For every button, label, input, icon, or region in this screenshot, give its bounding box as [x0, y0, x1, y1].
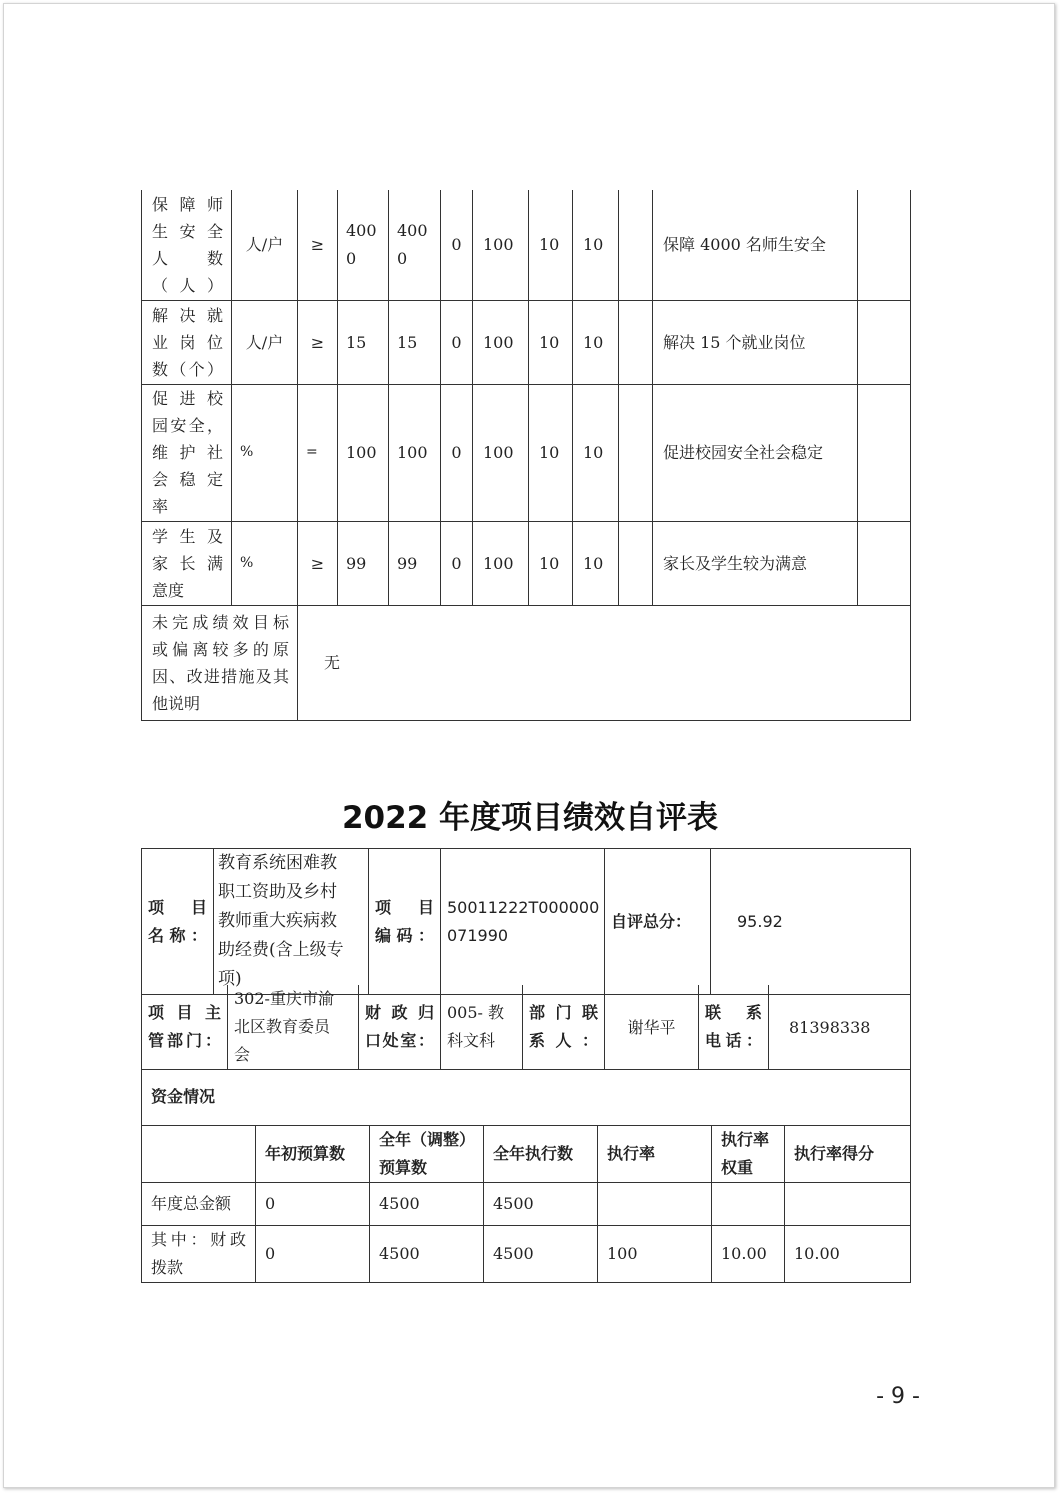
indicator-actual: 15 — [389, 300, 441, 384]
indicator-target: 15 — [338, 300, 389, 384]
unfinished-label-line: 或偏离较多的原 — [152, 639, 289, 659]
project-name-value-line: 项) — [218, 969, 242, 989]
indicator-deviation: 0 — [441, 190, 473, 300]
indicator-reason — [619, 190, 653, 300]
indicator-target: 100 — [338, 384, 389, 521]
indicator-actual — [389, 190, 441, 300]
funds-header-line: 全年（调整） — [379, 1129, 476, 1149]
funds-adjusted: 4500 — [370, 1182, 484, 1225]
dept-value-line: 302-重庆市渝 — [234, 989, 334, 1008]
funds-score: 10.00 — [785, 1225, 911, 1282]
indicator-deviation: 0 — [441, 300, 473, 384]
dept-value-line: 会 — [234, 1045, 251, 1064]
funds-header-line: 权重 — [721, 1157, 754, 1177]
indicator-target — [338, 190, 389, 300]
indicator-note — [858, 521, 911, 605]
indicator-completion-rate: 100 — [473, 521, 529, 605]
dept-label-line: 项目主 — [148, 1003, 221, 1022]
indicator-unit: 人/户 — [232, 190, 298, 300]
indicator-name-line: 学生及 — [152, 526, 223, 546]
indicator-unit: % — [232, 384, 298, 521]
table-row — [142, 1125, 911, 1182]
table-row — [142, 190, 911, 300]
project-name-value-line: 教育系统困难教 — [218, 853, 337, 873]
indicator-weight: 10 — [529, 384, 573, 521]
funds-weight: 10.00 — [712, 1225, 785, 1282]
department-info-table — [141, 985, 911, 1070]
project-code-label-line: 项 目 — [375, 897, 434, 917]
indicator-name-line: 保障师 — [152, 194, 223, 214]
unfinished-value: 无 — [298, 605, 911, 720]
indicator-operator: ≥ — [298, 521, 338, 605]
indicator-score: 10 — [573, 190, 619, 300]
table-row — [142, 1069, 911, 1125]
indicator-target: 99 — [338, 521, 389, 605]
dept-label — [142, 985, 228, 1070]
funds-table — [141, 1069, 911, 1283]
indicator-name — [142, 521, 232, 605]
funds-header-cell — [142, 1125, 256, 1182]
finance-office-value-line: 005- 教 — [447, 1003, 505, 1022]
funds-header-cell — [785, 1125, 911, 1182]
table-row — [142, 1225, 911, 1282]
indicator-name-line: 家长满 — [152, 553, 223, 573]
indicator-name — [142, 300, 232, 384]
indicator-deviation: 0 — [441, 521, 473, 605]
funds-header-line: 执行率 — [721, 1129, 770, 1149]
indicator-remark: 保障 4000 名师生安全 — [653, 190, 858, 300]
funds-score — [785, 1182, 911, 1225]
indicator-weight: 10 — [529, 300, 573, 384]
project-name-value-line: 教师重大疾病救 — [218, 911, 337, 931]
indicator-table — [141, 190, 911, 721]
indicator-name-line: 促进校 — [152, 389, 223, 408]
funds-row-label-line: 年度总金额 — [151, 1193, 232, 1213]
funds-header-line: 预算数 — [379, 1157, 428, 1177]
indicator-note — [858, 300, 911, 384]
contact-value: 谢华平 — [605, 985, 699, 1070]
indicator-name — [142, 190, 232, 300]
indicator-remark: 解决 15 个就业岗位 — [653, 300, 858, 384]
funds-row-label — [142, 1182, 256, 1225]
phone-value: 81398338 — [769, 985, 911, 1070]
indicator-remark: 促进校园安全社会稳定 — [653, 384, 858, 521]
indicator-score: 10 — [573, 384, 619, 521]
indicator-name-line: 人 数 — [152, 248, 223, 268]
page-title: 2022 年度项目绩效自评表 — [341, 800, 719, 836]
indicator-name-line: 生安全 — [152, 221, 223, 241]
indicator-operator: ≥ — [298, 190, 338, 300]
project-code-label — [369, 849, 441, 995]
indicator-actual-line: 400 — [397, 220, 428, 240]
funds-executed: 4500 — [484, 1182, 598, 1225]
unfinished-label-line: 因、改进措施及其 — [152, 666, 289, 686]
indicator-target-line: 0 — [346, 248, 357, 268]
indicator-unit: % — [232, 521, 298, 605]
indicator-actual: 100 — [389, 384, 441, 521]
funds-header-line: 执行率得分 — [794, 1143, 875, 1163]
indicator-operator: ≥ — [298, 300, 338, 384]
indicator-completion-rate: 100 — [473, 300, 529, 384]
indicator-note — [858, 190, 911, 300]
dept-label-line: 管部门： — [148, 1031, 221, 1050]
indicator-weight: 10 — [529, 190, 573, 300]
table-row — [142, 1182, 911, 1225]
indicator-name-line: （人） — [152, 275, 223, 295]
indicator-target-line: 400 — [346, 220, 377, 240]
indicator-name — [142, 384, 232, 521]
indicator-reason — [619, 384, 653, 521]
self-score-value: 95.92 — [711, 849, 911, 995]
dept-value-line: 北区教育委员 — [234, 1017, 331, 1036]
indicator-score: 10 — [573, 521, 619, 605]
project-code-value-line: 50011222T000000 — [447, 897, 600, 917]
project-code-label-line: 编码： — [375, 925, 434, 945]
indicator-remark: 家长及学生较为满意 — [653, 521, 858, 605]
indicator-name-line: 率 — [152, 497, 169, 516]
funds-adjusted: 4500 — [370, 1225, 484, 1282]
indicator-completion-rate: 100 — [473, 384, 529, 521]
funds-header-line: 全年执行数 — [493, 1143, 574, 1163]
indicator-name-line: 意度 — [152, 580, 185, 600]
funds-row-label — [142, 1225, 256, 1282]
page-number: - 9 - — [876, 1384, 920, 1409]
unfinished-label-line: 他说明 — [152, 693, 201, 713]
phone-label-line: 电话： — [705, 1031, 762, 1050]
indicator-actual: 99 — [389, 521, 441, 605]
project-code-value-line: 071990 — [447, 925, 509, 945]
funds-header-cell — [484, 1125, 598, 1182]
unfinished-label — [142, 605, 298, 720]
funds-executed: 4500 — [484, 1225, 598, 1282]
table-row — [142, 300, 911, 384]
contact-label-line: 系人： — [529, 1031, 598, 1050]
indicator-score: 10 — [573, 300, 619, 384]
table-row — [142, 605, 911, 720]
indicator-note — [858, 384, 911, 521]
dept-value — [228, 985, 359, 1070]
indicator-completion-rate: 100 — [473, 190, 529, 300]
finance-office-label-line: 口处室： — [365, 1031, 434, 1050]
indicator-operator: = — [298, 384, 338, 521]
project-name-label-line: 项 目 — [148, 897, 207, 917]
indicator-name-line: 园安全， — [152, 416, 223, 435]
indicator-name-line: 维护社 — [152, 443, 223, 462]
funds-initial: 0 — [256, 1182, 370, 1225]
funds-section-label: 资金情况 — [142, 1069, 911, 1125]
funds-header-cell — [598, 1125, 712, 1182]
indicator-weight: 10 — [529, 521, 573, 605]
finance-office-label-line: 财政归 — [365, 1003, 434, 1022]
indicator-name-line: 业岗位 — [152, 332, 223, 352]
funds-header-line: 执行率 — [607, 1143, 656, 1163]
funds-row-label-line: 其中：财政 — [151, 1229, 246, 1249]
indicator-name-line: 会稳定 — [152, 470, 223, 489]
project-name-value-line: 助经费(含上级专 — [218, 940, 344, 960]
unfinished-label-line: 未完成绩效目标 — [152, 612, 289, 632]
project-info-table — [141, 848, 911, 995]
table-row — [142, 521, 911, 605]
finance-office-value-line: 科文科 — [447, 1031, 496, 1050]
contact-label-line: 部门联 — [529, 1003, 598, 1022]
phone-label — [699, 985, 769, 1070]
indicator-name-line: 数（个） — [152, 359, 223, 379]
indicator-reason — [619, 300, 653, 384]
funds-header-line: 年初预算数 — [265, 1143, 346, 1163]
project-name-label-line: 名称： — [148, 925, 207, 945]
project-name-value — [214, 849, 369, 995]
funds-rate: 100 — [598, 1225, 712, 1282]
table-row — [142, 384, 911, 521]
funds-initial: 0 — [256, 1225, 370, 1282]
finance-office-label — [359, 985, 441, 1070]
project-code-value — [441, 849, 605, 995]
funds-weight — [712, 1182, 785, 1225]
indicator-unit: 人/户 — [232, 300, 298, 384]
contact-label — [523, 985, 605, 1070]
phone-label-line: 联 系 — [705, 1003, 762, 1022]
self-score-label: 自评总分： — [605, 849, 711, 995]
funds-header-cell — [370, 1125, 484, 1182]
project-name-label — [142, 849, 214, 995]
funds-header-cell — [256, 1125, 370, 1182]
finance-office-value — [441, 985, 523, 1070]
indicator-name-line: 解决就 — [152, 305, 223, 325]
indicator-reason — [619, 521, 653, 605]
funds-rate — [598, 1182, 712, 1225]
project-name-value-line: 职工资助及乡村 — [218, 882, 337, 902]
indicator-actual-line: 0 — [397, 248, 408, 268]
funds-row-label-line: 拨款 — [151, 1257, 184, 1277]
funds-header-cell — [712, 1125, 785, 1182]
indicator-deviation: 0 — [441, 384, 473, 521]
